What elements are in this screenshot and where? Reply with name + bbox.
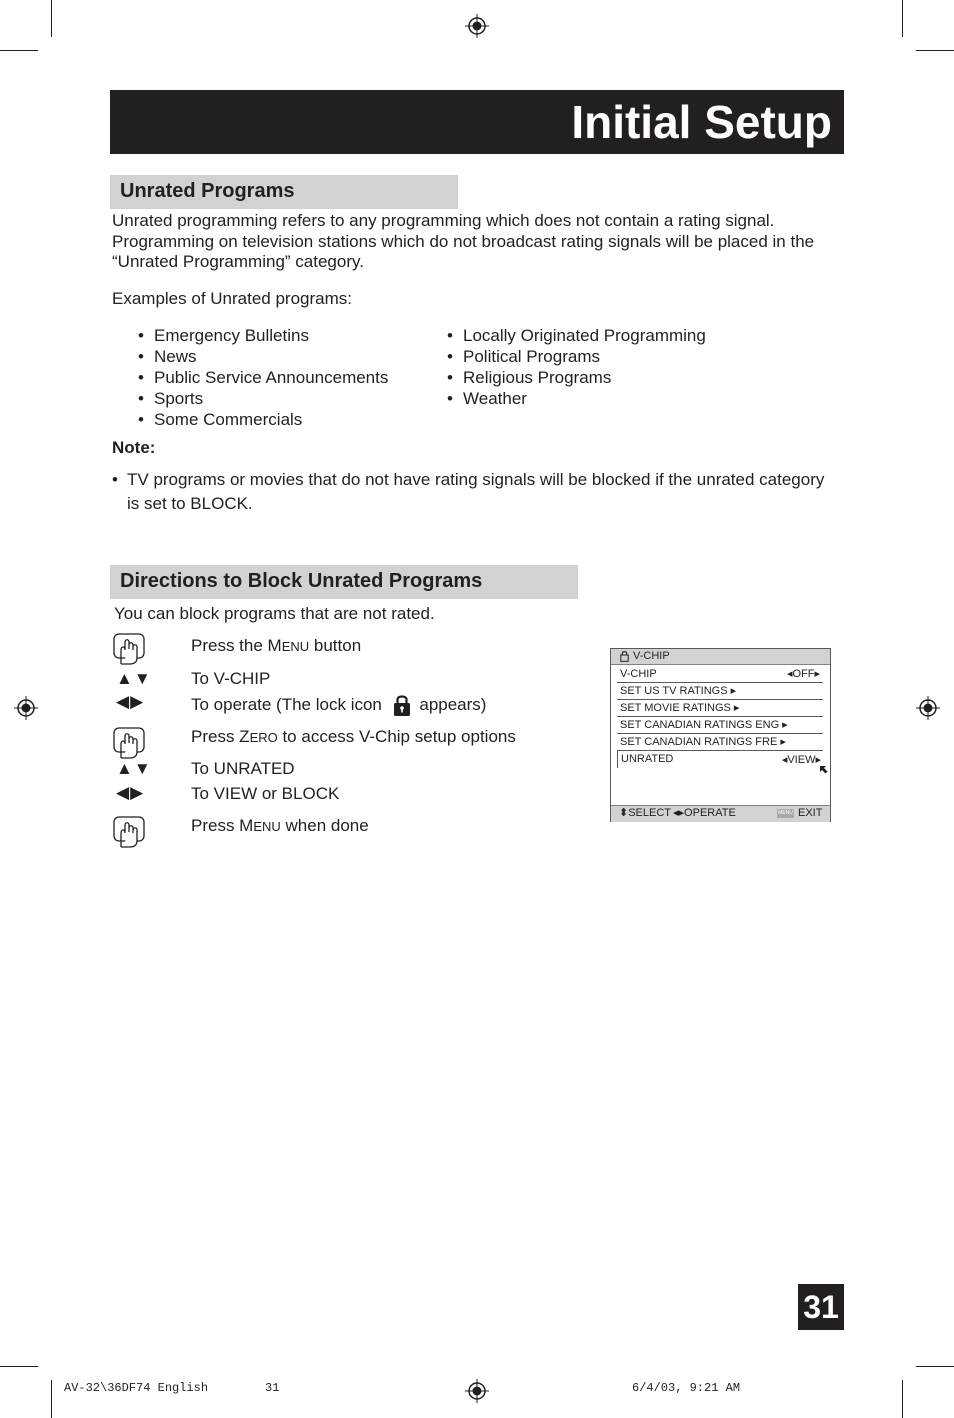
examples-label: Examples of Unrated programs: bbox=[112, 289, 352, 308]
intro-line: Programming on television stations which do not broadcast rating signals will be placed in the bbox=[112, 232, 815, 251]
tv-footer-select: ⬍SELECT bbox=[619, 807, 672, 819]
directions-intro: You can block programs that are not rated. bbox=[114, 604, 435, 623]
step-press-zero: Press ZERO to access V-Chip setup options bbox=[191, 727, 516, 746]
print-footer-page: 31 bbox=[265, 1381, 280, 1395]
lock-icon bbox=[393, 693, 411, 717]
hand-press-icon bbox=[112, 815, 146, 849]
list-item: • Locally Originated Programming bbox=[447, 326, 706, 345]
tv-row-value: ◂OFF▸ bbox=[786, 668, 820, 680]
title-bar bbox=[110, 90, 844, 154]
section-heading-text: Directions to Block Unrated Programs bbox=[120, 570, 483, 592]
crop-mark bbox=[916, 1366, 954, 1367]
tv-footer-operate: ◂▸OPERATE bbox=[673, 807, 736, 819]
tv-footer-menu-key: MENU bbox=[778, 810, 793, 816]
up-down-arrows-icon: ▲▼ bbox=[116, 669, 152, 688]
note-label: Note: bbox=[112, 438, 156, 457]
print-footer-file: AV-32\36DF74 English bbox=[64, 1381, 209, 1395]
tv-screen-header bbox=[611, 649, 830, 665]
tv-menu-row-selected: UNRATED ◂VIEW▸ bbox=[617, 751, 824, 768]
crop-mark bbox=[916, 50, 954, 51]
tv-screen-title: V-CHIP bbox=[633, 650, 670, 662]
hand-press-icon bbox=[112, 726, 146, 760]
examples-left-list bbox=[138, 325, 388, 430]
note-line: is set to BLOCK. bbox=[127, 494, 253, 513]
list-item: • News bbox=[138, 347, 197, 366]
tv-row-value: ◂VIEW▸ bbox=[781, 754, 821, 766]
cursor-icon bbox=[819, 765, 828, 774]
examples-right-list bbox=[447, 325, 706, 409]
intro-line: “Unrated Programming” category. bbox=[112, 252, 364, 271]
crop-mark bbox=[51, 0, 52, 37]
list-item: • Some Commercials bbox=[138, 410, 303, 429]
registration-mark-icon bbox=[14, 696, 38, 720]
section-heading-directions bbox=[110, 565, 578, 599]
step-to-vchip: To V-CHIP bbox=[191, 669, 271, 688]
section-heading-text: Unrated Programs bbox=[120, 180, 295, 202]
tv-footer-exit: EXIT bbox=[798, 807, 823, 819]
lock-icon bbox=[620, 650, 629, 662]
step-press-menu: Press the MENU button bbox=[191, 636, 362, 655]
crop-mark bbox=[902, 0, 903, 37]
crop-mark bbox=[902, 1380, 903, 1418]
up-down-arrows-icon: ▲▼ bbox=[116, 759, 152, 778]
tv-menu-row: SET US TV RATINGS ▸ bbox=[617, 683, 823, 700]
list-item: • Religious Programs bbox=[447, 368, 612, 387]
tv-menu-row: SET MOVIE RATINGS ▸ bbox=[617, 700, 823, 717]
list-item: • Emergency Bulletins bbox=[138, 326, 309, 345]
left-right-arrows-icon: ◀▶ bbox=[116, 783, 145, 802]
step-press-menu-done: Press MENU when done bbox=[191, 816, 369, 835]
tv-screen-illustration bbox=[610, 648, 831, 822]
registration-mark-icon bbox=[465, 1379, 489, 1403]
left-right-arrows-icon: ◀▶ bbox=[116, 692, 145, 711]
tv-screen-footer bbox=[611, 805, 830, 822]
page-title: Initial Setup bbox=[571, 96, 832, 148]
step-to-operate: To operate (The lock icon appears) bbox=[191, 693, 486, 717]
tv-menu-row: SET CANADIAN RATINGS ENG ▸ bbox=[617, 717, 823, 734]
print-footer-date: 6/4/03, 9:21 AM bbox=[632, 1381, 741, 1395]
page-number: 31 bbox=[803, 1289, 839, 1325]
crop-mark bbox=[0, 50, 38, 51]
step-to-view-block: To VIEW or BLOCK bbox=[191, 784, 340, 803]
note-bullet: • bbox=[112, 470, 118, 489]
step-to-unrated: To UNRATED bbox=[191, 759, 295, 778]
hand-press-icon bbox=[112, 632, 146, 666]
page-number-box bbox=[798, 1284, 844, 1330]
tv-menu-row: SET CANADIAN RATINGS FRE ▸ bbox=[617, 734, 823, 751]
tv-menu-row: V-CHIP ◂OFF▸ bbox=[617, 666, 823, 683]
crop-mark bbox=[51, 1380, 52, 1418]
list-item: • Public Service Announcements bbox=[138, 368, 389, 387]
crop-mark bbox=[0, 1366, 38, 1367]
note-line: TV programs or movies that do not have rating signals will be blocked if the unrated category bbox=[127, 470, 825, 489]
section-heading-unrated bbox=[110, 175, 458, 209]
list-item: • Weather bbox=[447, 389, 527, 408]
list-item: • Political Programs bbox=[447, 347, 600, 366]
registration-mark-icon bbox=[465, 14, 489, 38]
registration-mark-icon bbox=[916, 696, 940, 720]
list-item: • Sports bbox=[138, 389, 204, 408]
intro-line: Unrated programming refers to any programming which does not contain a rating signal. bbox=[112, 211, 775, 230]
